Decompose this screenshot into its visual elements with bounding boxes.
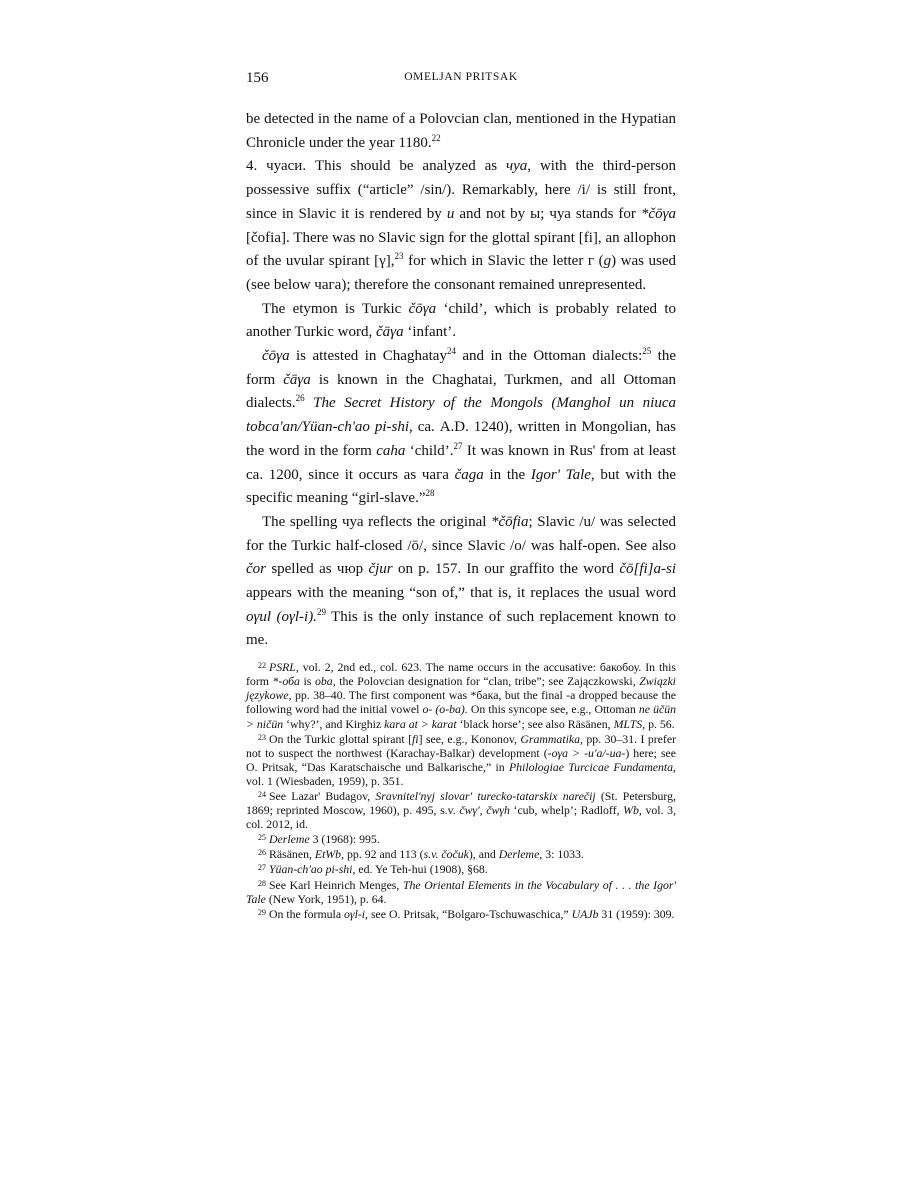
paragraph-4: čōγa is attested in Chaghatay$^{24}$ and in the Ottoman dialects:$^{25}$ the form čāγa is known in the Chaghatai, Turkmen, and all Ottoman dialects.$^{26}$ The Secret History of the Mongols (Manghol un niuca tobca'an/Yüan-ch'ao pi-shi, ca. A.D. 1240), written in Mongolian, has the word in the form caha ‘child’.$^{27}$ It was known in Rus' from at least ca. 1200, since it occurs as чага čaga in the Igor' Tale, but with the specific meaning “girl-slave.”$^{28}$	[246, 346, 677, 507]
footnotes	[246, 659, 676, 921]
running-title: OMELJAN PRITSAK	[404, 71, 518, 83]
paragraph-5: The spelling чуа reflects the original *čōfia; Slavic /u/ was selected for the Turkic half-closed /ō/, since Slavic /o/ was half-open. See also čor spelled as чюр čjur on p. 157. In our graffito the word čō[fi]a-si appears with the meaning “son of,” that is, it replaces the usual word oγul (oγl-i).$^{29}$ This is the only instance of such replacement known to me.	[246, 513, 676, 649]
paragraph-3: The etymon is Turkic čōγa ‘child’, which is probably related to another Turkic word, čāγa ‘infant’.	[246, 300, 676, 341]
footnote-29: $^{29}$ On the formula oγl-i, see O. Pritsak, “Bolgaro-Tschuwaschica,” UAJb 31 (1959): 309.	[258, 906, 675, 921]
footnote-ref-25[interactable]: 25	[642, 346, 652, 357]
footnote-ref-22[interactable]: 22	[431, 132, 441, 143]
book-page	[246, 70, 676, 921]
main-text	[246, 108, 676, 653]
paragraph-2: 4. чуаси. This should be analyzed as чуа, with the third-person possessive suffix (“article” /sin/). Remarkably, here /i/ is still front, since in Slavic it is rendered by u and not by ы; чуа stands for *čōγa [čofia]. There was no Slavic sign for the glottal spirant [fi], an allophon of the uvular spirant [γ],$^{23}$ for which in Slavic the letter г (g) was used (see below чага); therefore the consonant remained unrepresented.	[246, 158, 677, 293]
footnote-ref-28[interactable]: 28	[425, 488, 435, 499]
page-number: 156	[246, 70, 269, 86]
footnote-28: $^{28}$ See Karl Heinrich Menges, The Oriental Elements in the Vocabulary of . . . the Igor' Tale (New York, 1951), p. 64.	[246, 877, 676, 906]
footnote-ref-23[interactable]: 23	[394, 251, 404, 262]
footnote-ref-26[interactable]: 26	[295, 393, 305, 404]
footnote-ref-27[interactable]: 27	[453, 440, 463, 451]
paragraph-1: be detected in the name of a Polovcian clan, mentioned in the Hypatian Chronicle under the year 1180.22	[246, 111, 676, 151]
footnote-26: $^{26}$ Räsänen, EtWb, pp. 92 and 113 (s.v. čočuk), and Derleme, 3: 1033.	[258, 847, 584, 862]
footnote-22: $^{22}$ PSRL, vol. 2, 2nd ed., col. 623. The name occurs in the accusative: бакобоу. In this form *-оба is oba, the Polovcian designation for “clan, tribe”; see Zajączkowski, Związki językowe, pp. 38–40. The first component was *бака, but the final -а dropped because the following word had the initial vowel o- (o-ba). On this syncope see, e.g., Ottoman ne üčün > ničün ‘why?’, and Kirghiz kara at > karat ‘black horse’; see also Räsänen, MLTS, p. 56.	[246, 660, 676, 731]
footnote-ref-24[interactable]: 24	[446, 346, 456, 357]
footnote-24: $^{24}$ See Lazar' Budagov, Sravnitel'nyj slovar' turecko-tatarskix narečij (St. Petersburg, 1869; reprinted Moscow, 1960), p. 495, s.v. čwγ', čwγh ‘cub, whelp’; Radloff, Wb, vol. 3, col. 2012, id.	[246, 789, 677, 832]
running-head	[246, 70, 676, 94]
footnote-25: $^{25}$ Derleme 3 (1968): 995.	[258, 832, 380, 847]
footnote-23: $^{23}$ On the Turkic glottal spirant [fi] see, e.g., Kononov, Grammatika, pp. 30–31. I prefer not to suspect the northwest (Karachay-Balkar) development (-oγa > -u'a/-ua-) here; see O. Pritsak, “Das Karatschaische und Balkarische,” in Philologiae Turcicae Fundamenta, vol. 1 (Wiesbaden, 1959), p. 351.	[246, 731, 677, 788]
footnote-ref-29[interactable]: 29	[316, 606, 326, 617]
footnote-27: $^{27}$ Yüan-ch'ao pi-shi, ed. Ye Teh-hui (1908), §68.	[258, 862, 488, 877]
